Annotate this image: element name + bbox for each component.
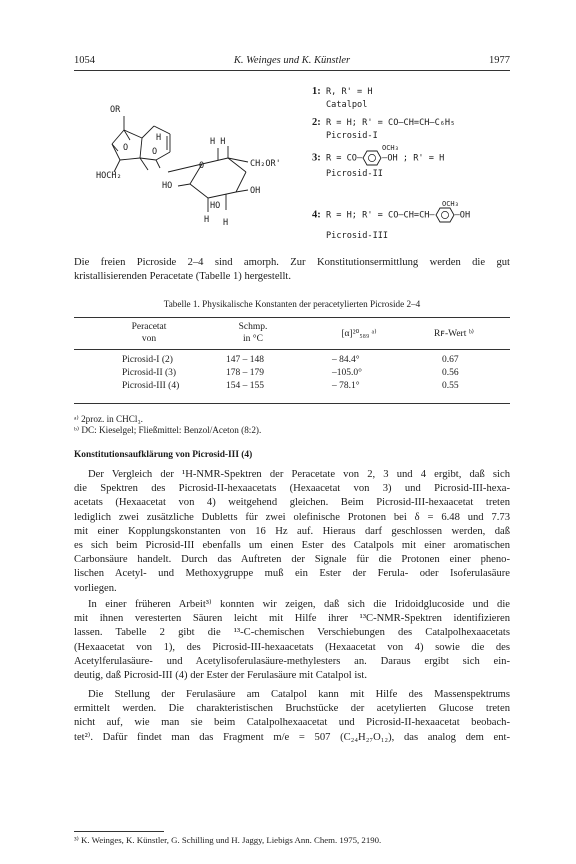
footnote-rule <box>74 831 164 832</box>
compound-substituents: R, R' = H <box>325 87 373 97</box>
footnote: ³⁾ K. Weinges, K. Künstler, G. Schilling und H. Jaggy, Liebigs Ann. Chem. 1975, 2190. <box>74 835 382 845</box>
table-row-alpha: –105.0° <box>332 368 362 378</box>
table-row-name: Picrosid-II (3) <box>122 368 177 378</box>
compound-number: 1: <box>312 86 321 97</box>
label-h-b1: H <box>204 215 210 225</box>
header-schmp: Schmp. <box>238 322 268 332</box>
table-note-b: ᵇ⁾ DC: Kieselgel; Fließmittel: Benzol/Aceton (8:2). <box>74 425 262 435</box>
benzene-ring-icon <box>435 207 455 223</box>
label-h-b2: H <box>223 218 229 228</box>
benzene-ring-icon <box>362 150 382 166</box>
text-line: Acetylferulasäure- und Acetylisoferulasäure-methylesters an. Daraus ergibt sich ein- <box>74 655 510 667</box>
header-rf: Rꜰ-Wert ᵇ⁾ <box>433 329 475 339</box>
text-line: (Hexaacetat von 1), des Picrosid-III-hexaacetats (Hexaacetat von 4) sowie die des <box>74 641 510 653</box>
compound-name: Picrosid-III <box>326 231 389 241</box>
text-line: mit ihnen veresterten Säuren leicht mit Hilfe ihrer ¹³C-NMR-Spektren identifizieren <box>74 613 510 625</box>
page-number: 1054 <box>74 55 95 66</box>
header-rule <box>74 70 510 71</box>
compound-number: 2: <box>312 117 321 128</box>
text-line: Die freien Picroside 2–4 sind amorph. Zur Konstitutionsermittlung werden die gut <box>74 257 510 268</box>
structure-drawing <box>96 80 326 230</box>
compound-substituents-post: –OH <box>454 210 471 221</box>
table-notes <box>74 414 261 436</box>
och3-label: OCH₃ <box>382 144 399 152</box>
compound-3 <box>312 144 445 179</box>
compound-name: Picrosid-II <box>326 169 383 179</box>
table-row-rf: 0.55 <box>442 381 459 391</box>
table-caption: Tabelle 1. Physikalische Konstanten der peracetylierten Picroside 2–4 <box>163 299 421 309</box>
section-title: Konstitutionsaufklärung von Picrosid-III (4) <box>74 450 253 460</box>
compound-name: Catalpol <box>326 100 368 110</box>
label-or: OR <box>110 105 121 115</box>
table-row-alpha: – 84.4° <box>332 355 360 365</box>
table-rule-mid <box>74 349 510 350</box>
compound-name: Picrosid-I <box>326 131 378 141</box>
label-o-link: O <box>199 161 205 171</box>
text-line: mit einer Kopplungskonstanten von 16 Hz auf. Hieraus darf geschlossen werden, daß <box>74 525 510 537</box>
header-year: 1977 <box>489 55 510 66</box>
paragraph-2 <box>74 598 510 683</box>
header-von: von <box>141 334 157 344</box>
header-unit: in °C <box>243 334 263 344</box>
text-line: deutig, daß Picrosid-III (4) der Ester der Ferulasäure mit Catalpol ist. <box>74 670 368 682</box>
header-peracetat: Peracetat <box>131 322 167 332</box>
table-row-mp: 147 – 148 <box>226 355 264 365</box>
compound-substituents-pre: R = CO– <box>325 153 363 164</box>
label-o-epoxide: O <box>123 143 129 153</box>
header-alpha: [α]²⁰₅₈₉ ᵃ⁾ <box>341 329 377 339</box>
compound-number: 3: <box>312 152 321 164</box>
table-row-name: Picrosid-I (2) <box>122 355 173 365</box>
text-line: tet²⁾. Dafür findet man das Fragment m/e = 507 (C₂₄H₂₇O₁₂), das analog dem ent- <box>74 731 510 743</box>
running-header <box>74 55 510 69</box>
paragraph-1 <box>74 468 510 596</box>
table-rule-bottom <box>74 403 510 404</box>
compound-1 <box>312 86 373 110</box>
table-row-mp: 178 – 179 <box>226 368 264 378</box>
table-row-name: Picrosid-III (4) <box>122 381 180 391</box>
label-h1: H <box>156 133 162 143</box>
text-line: acetats (Hexaacetat von 4) weitgehend gleichen. Beim Picrosid-III-hexaacetat treten <box>74 497 510 509</box>
compound-substituents: R = H; R' = CO–CH=CH–C₆H₅ <box>325 118 456 128</box>
label-h-pair: H H <box>210 137 226 147</box>
text-line: kristallisierenden Peracetate (Tabelle 1) hergestellt. <box>74 271 292 283</box>
compound-substituents-pre: R = H; R' = CO–CH=CH– <box>325 210 435 221</box>
intro-paragraph <box>74 256 510 284</box>
table-row-alpha: – 78.1° <box>332 381 360 391</box>
compound-4 <box>312 200 471 241</box>
compound-number: 4: <box>312 209 321 221</box>
table-row-rf: 0.56 <box>442 368 459 378</box>
label-ho-left: HO <box>162 181 173 191</box>
paragraph-3 <box>74 688 510 745</box>
och3-label: OCH₃ <box>442 200 459 208</box>
text-line: Carbonsäure handelt. Durch das Auftreten der Signale für die Protonen einer pheno- <box>74 554 510 566</box>
label-oh-right: OH <box>250 186 261 196</box>
label-ho-bottom: HO <box>210 201 221 211</box>
table-rule-top <box>74 317 510 318</box>
text-line: In einer früheren Arbeit³⁾ konnten wir zeigen, daß sich die Iridoidglucoside und die <box>88 599 510 610</box>
header-authors: K. Weinges und K. Künstler <box>233 55 351 66</box>
table-row-rf: 0.67 <box>442 355 459 365</box>
compound-2 <box>312 117 455 141</box>
text-line: lischen Acetyl- und Methoxygruppe muß ein Ester der Ferula- oder Isoferulasäure <box>74 568 510 580</box>
text-line: nicht auf, wie man sie beim Catalpolhexaacetat und Picrosid-II-hexaacetat beobach- <box>74 717 510 729</box>
text-line: ermittelt werden. Die charakteristischen Bruchstücke der acetylierten Glucose treten <box>74 703 510 715</box>
compound-substituents-post: –OH ; R' = H <box>382 153 445 164</box>
text-line: lediglich zwei zusätzliche Dubletts für zwei olefinische Protonen bei δ = 6.48 und 7.73 <box>74 511 510 523</box>
label-o-ring: O <box>152 147 158 157</box>
text-line: die Spektren des Picrosid-II-hexaacetats (Hexaacetat von 3) und Picrosid-III-hexa- <box>74 483 510 495</box>
text-line: vorliegen. <box>74 582 117 594</box>
table-row-mp: 154 – 155 <box>226 381 264 391</box>
text-line: Die Stellung der Ferulasäure am Catalpol kann mit Hilfe des Massenspektrums <box>88 689 510 700</box>
label-hoch2: HOCH₂ <box>96 171 122 181</box>
text-line: es sich beim Picrosid-III ebenfalls um einen Ester des Catalpols mit einer aromatischen <box>74 540 510 552</box>
text-line: lassen. Tabelle 2 gibt die ¹³-C-chemischen Verschiebungen des Catalpolhexaacetats <box>74 627 510 639</box>
table-note-a: ᵃ⁾ 2proz. in CHCl₃. <box>74 414 143 424</box>
text-line: Der Vergleich der ¹H-NMR-Spektren der Peracetate von 2, 3 und 4 ergibt, daß sich <box>88 469 510 480</box>
label-ch2or: CH₂OR' <box>250 159 281 169</box>
